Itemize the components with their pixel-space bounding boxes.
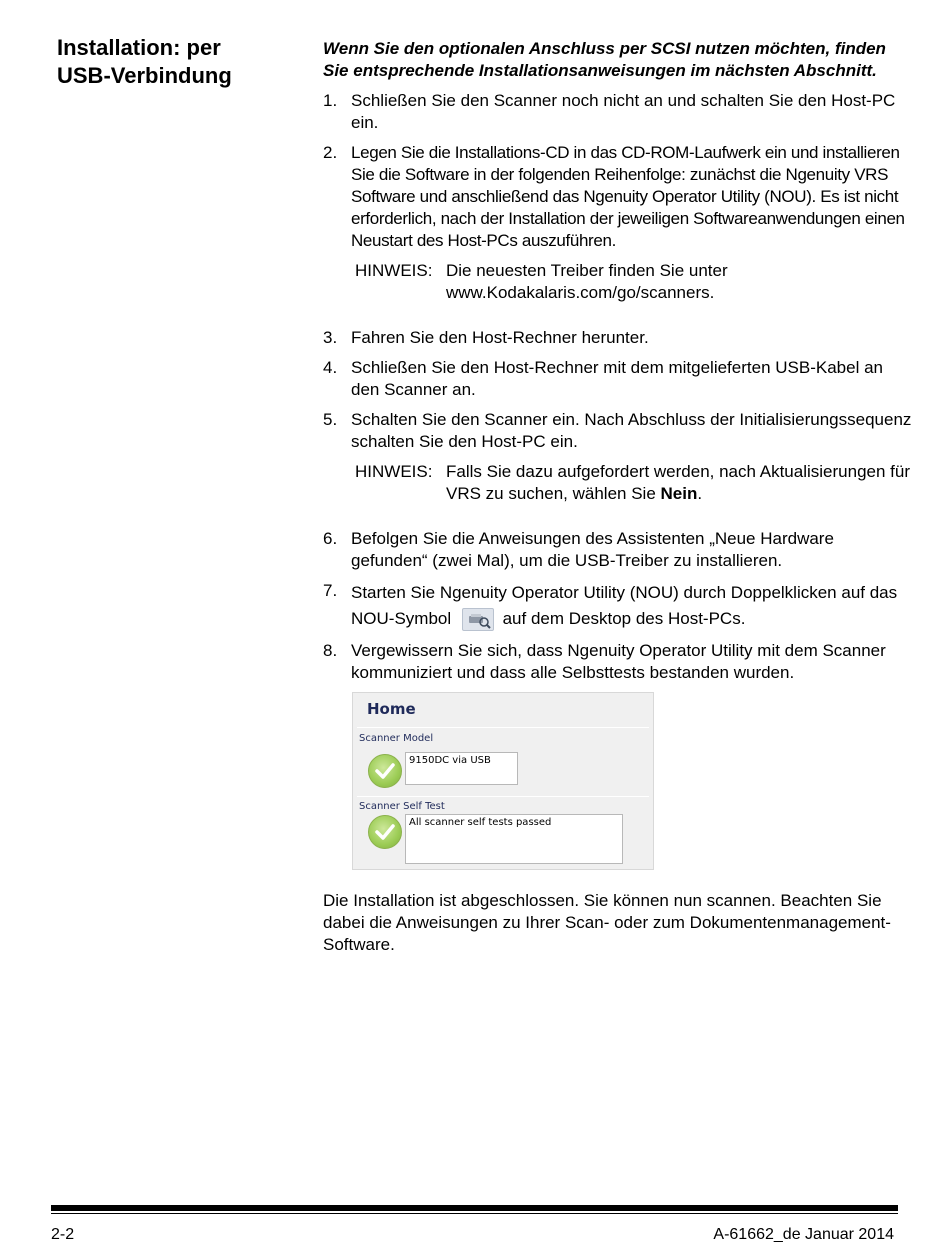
note-drivers xyxy=(325,260,913,304)
step-7 xyxy=(323,580,913,632)
step-number: 7. xyxy=(323,581,338,600)
scanner-self-test-label: Scanner Self Test xyxy=(359,801,445,812)
main-content xyxy=(323,38,913,956)
step-text: Schließen Sie den Host-Rechner mit dem mitgelieferten USB-Kabel an den Scanner an. xyxy=(351,358,883,399)
section-title-line-1: Installation: per xyxy=(57,35,221,60)
note-bold-word: Nein xyxy=(660,484,698,503)
step-2 xyxy=(323,142,913,252)
note-label: HINWEIS: xyxy=(355,261,433,280)
footer-rule xyxy=(51,1205,898,1211)
step-text: Schalten Sie den Scanner ein. Nach Abschluss der Initialisierungssequenz schalten Sie den Host-PC ein. xyxy=(351,410,912,451)
step-number: 2. xyxy=(323,143,338,162)
step-number: 1. xyxy=(323,91,338,110)
step-1 xyxy=(323,90,913,134)
note-text: Die neuesten Treiber finden Sie unter www.Kodakalaris.com/go/scanners. xyxy=(446,261,728,302)
step-4 xyxy=(323,357,913,401)
step-text: Befolgen Sie die Anweisungen des Assistenten „Neue Hardware gefunden“ (zwei Mal), um die USB-Treiber zu installieren. xyxy=(351,529,834,570)
nou-scanner-icon xyxy=(462,608,494,631)
page-number: 2-2 xyxy=(51,1226,75,1243)
step-text: Schließen Sie den Scanner noch nicht an und schalten Sie den Host-PC ein. xyxy=(351,91,896,132)
scanner-model-field: 9150DC via USB xyxy=(405,752,518,785)
check-icon xyxy=(368,754,402,788)
section-title-line-2: USB-Verbindung xyxy=(57,63,232,88)
step-number: 8. xyxy=(323,641,338,660)
check-icon xyxy=(368,815,402,849)
note-end: . xyxy=(697,484,703,503)
step-text: Legen Sie die Installations-CD in das CD-ROM-Laufwerk ein und installieren Sie die Software in der folgenden Reihenfolge: zunächst die Ngenuity VRS Software und anschließend das Ngenuity Operator Utility (NOU). Es ist nicht erforderlich, nach der Installation der jeweiligen Softwareanwendungen einen Neustart des Host-PCs auszuführen. xyxy=(351,143,905,250)
note-label: HINWEIS: xyxy=(355,462,433,481)
section-title xyxy=(57,34,287,90)
document-id: A-61662_de Januar 2014 xyxy=(713,1226,894,1243)
screenshot-home-title: Home xyxy=(367,700,416,718)
step-text: Starten Sie Ngenuity Operator Utility (NOU) durch Doppelklicken auf das NOU-Symbol xyxy=(351,583,898,628)
note-vrs-update xyxy=(325,461,913,505)
step-5 xyxy=(323,409,913,453)
step-8 xyxy=(323,640,913,684)
scanner-self-test-field: All scanner self tests passed xyxy=(405,814,623,864)
step-number: 5. xyxy=(323,410,338,429)
intro-note: Wenn Sie den optionalen Anschluss per SCSI nutzen möchten, finden Sie entsprechende Installationsanweisungen im nächsten Abschnitt. xyxy=(323,39,886,80)
step-6 xyxy=(323,528,913,572)
divider xyxy=(357,796,649,797)
nou-home-screenshot xyxy=(352,692,654,870)
step-text-end: auf dem Desktop des Host-PCs. xyxy=(502,609,746,628)
step-number: 4. xyxy=(323,358,338,377)
note-text: Falls Sie dazu aufgefordert werden, nach Aktualisierungen für VRS zu suchen, wählen Sie xyxy=(446,462,910,503)
step-3 xyxy=(323,327,913,349)
step-text: Vergewissern Sie sich, dass Ngenuity Operator Utility mit dem Scanner kommuniziert und dass alle Selbsttests bestanden wurden. xyxy=(351,641,886,682)
divider xyxy=(357,727,649,728)
step-number: 6. xyxy=(323,529,338,548)
step-number: 3. xyxy=(323,328,338,347)
scanner-model-label: Scanner Model xyxy=(359,733,434,744)
footer-rule-thin xyxy=(51,1213,898,1214)
closing-paragraph: Die Installation ist abgeschlossen. Sie können nun scannen. Beachten Sie dabei die Anweisungen zu Ihrer Scan- oder zum Dokumentenmanagement-Software. xyxy=(323,891,891,954)
step-text: Fahren Sie den Host-Rechner herunter. xyxy=(351,328,649,347)
